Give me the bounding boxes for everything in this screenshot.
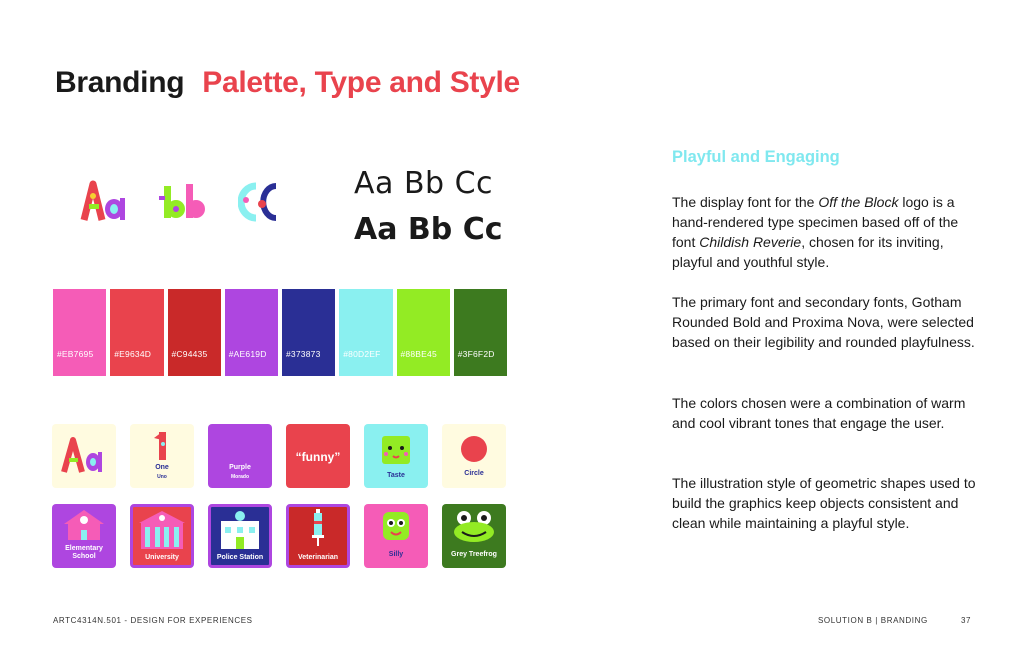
swatch-hex: #80D2EF — [343, 349, 381, 359]
swatch-hex: #88BE45 — [400, 349, 437, 359]
paragraph-text: The display font for the — [672, 194, 819, 210]
tile-circle — [442, 424, 506, 488]
tile-label: University — [145, 554, 179, 561]
color-palette — [53, 289, 507, 376]
silly-face-icon — [364, 504, 428, 548]
university-building-icon — [133, 507, 191, 551]
swatch — [53, 289, 106, 376]
paragraph-text: logo is a hand-rendered type specimen based off of the font — [672, 194, 959, 250]
tile-label: Silly — [388, 551, 404, 558]
tile-label: Police Station — [216, 554, 264, 561]
tile-letters — [52, 424, 116, 488]
schoolhouse-icon — [52, 504, 116, 544]
tile-purple — [208, 424, 272, 488]
tile-veterinarian — [286, 504, 350, 568]
tile-label: Purple — [229, 464, 251, 471]
footer-section: SOLUTION B | BRANDING — [818, 616, 928, 625]
title-sub: Palette, Type and Style — [202, 66, 520, 99]
display-letters-cc — [238, 176, 284, 226]
type-sample-bold: Aa Bb Cc — [354, 212, 503, 247]
frog-icon — [442, 504, 506, 548]
page-title — [55, 66, 520, 100]
tile-sublabel: Morado — [230, 474, 250, 480]
type-sample-light: Aa Bb Cc — [354, 166, 494, 201]
swatch — [225, 289, 278, 376]
paragraph-colors: The colors chosen were a combination of warm and cool vibrant tones that engage the user. — [672, 395, 966, 431]
swatch-hex: #AE619D — [228, 349, 267, 359]
tile-label: “funny” — [295, 450, 341, 464]
page-number: 37 — [961, 616, 972, 625]
tile-label: Grey Treefrog — [451, 551, 497, 558]
tile-label: Veterinarian — [297, 554, 339, 561]
tile-elementary-school — [52, 504, 116, 568]
tile-label: Circle — [464, 470, 484, 477]
tile-police-station — [208, 504, 272, 568]
tile-university — [130, 504, 194, 568]
tile-label: Taste — [387, 472, 405, 479]
police-station-icon — [211, 507, 269, 551]
display-letters-aa — [80, 176, 128, 226]
swatch-hex: #E9634D — [114, 349, 152, 359]
tile-one — [130, 424, 194, 488]
tile-label-line: Elementary — [65, 545, 103, 552]
tile-label-line: School — [72, 553, 96, 560]
section-heading: Playful and Engaging — [672, 148, 840, 166]
tile-sublabel: Uno — [157, 474, 167, 480]
swatch — [339, 289, 392, 376]
tile-taste — [364, 424, 428, 488]
display-letters-bb — [158, 176, 208, 226]
paragraph-illustration: The illustration style of geometric shapes used to build the graphics keep objects consistent and clean while maintaining a playful style. — [672, 475, 976, 531]
swatch — [282, 289, 335, 376]
title-main: Branding — [55, 66, 185, 99]
swatch-hex: #C94435 — [171, 349, 208, 359]
footer-course: ARTC4314N.501 - DESIGN FOR EXPERIENCES — [53, 616, 253, 625]
syringe-icon — [289, 507, 347, 551]
swatch-hex: #3F6F2D — [457, 349, 495, 359]
tile-label — [52, 545, 116, 561]
tile-funny — [286, 424, 350, 488]
paragraph-display-font — [672, 192, 982, 272]
swatch-hex: #373873 — [286, 349, 321, 359]
swatch — [397, 289, 450, 376]
swatch-hex: #EB7695 — [57, 349, 94, 359]
circle-shape-icon — [442, 424, 506, 468]
smiling-face-icon — [364, 424, 428, 470]
paragraph-text: , chosen for its inviting, playful and youthful style. — [672, 234, 944, 270]
tile-label: One — [155, 464, 169, 471]
swatch — [454, 289, 507, 376]
number-one-icon — [130, 424, 194, 464]
logo-name: Off the Block — [818, 194, 899, 210]
letters-aa-icon — [52, 424, 116, 488]
font-name: Childish Reverie — [699, 234, 802, 250]
tile-grey-treefrog — [442, 504, 506, 568]
swatch — [110, 289, 163, 376]
swatch — [168, 289, 221, 376]
paragraph-fonts: The primary font and secondary fonts, Gotham Rounded Bold and Proxima Nova, were selected based on their legibility and rounded playfulness. — [672, 294, 975, 350]
tile-silly — [364, 504, 428, 568]
